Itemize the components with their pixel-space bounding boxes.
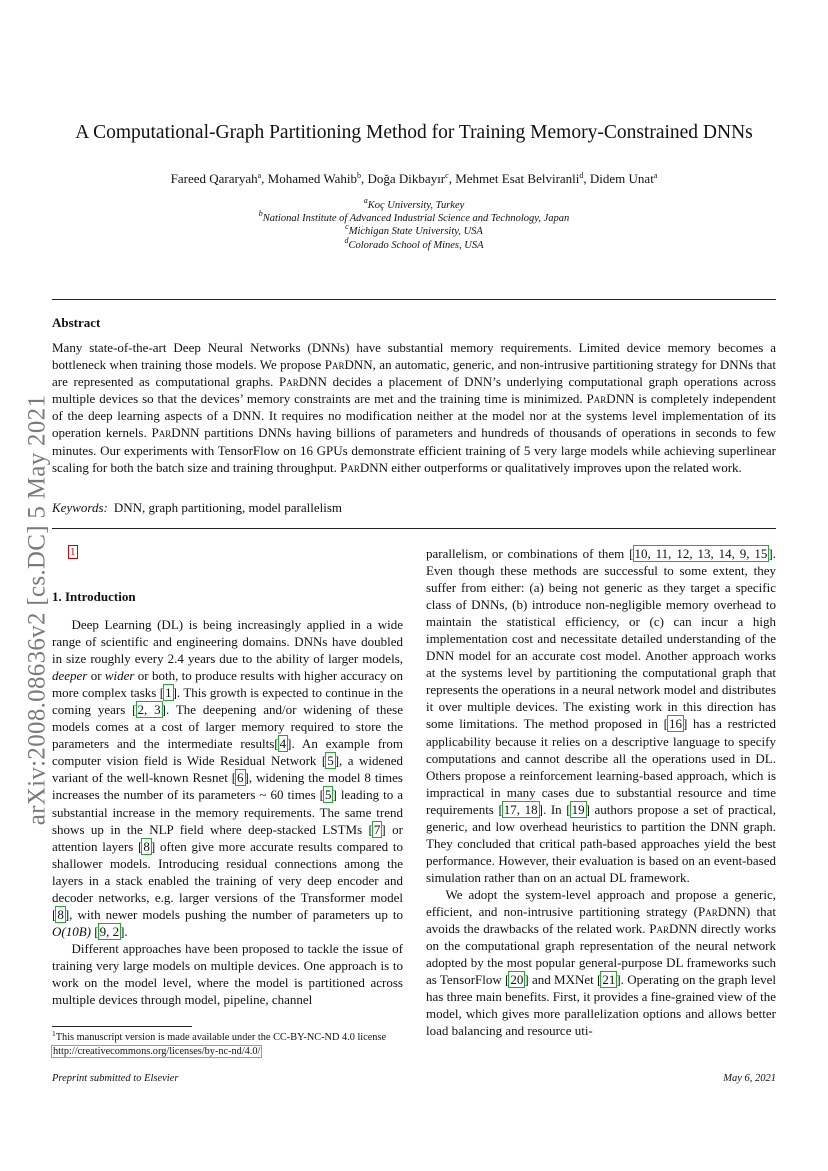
author-name: , Doğa Dikbayır xyxy=(361,171,446,186)
section-heading: 1. Introduction xyxy=(52,589,136,604)
paragraph xyxy=(52,616,403,940)
affiliation xyxy=(52,196,776,212)
affiliation xyxy=(52,222,776,238)
text: We adopt the system-level approach and propose a generic, efficient, and non-intrusive partitioning strategy ( xyxy=(426,886,776,919)
method-name: ParDNN xyxy=(324,357,373,373)
divider xyxy=(52,528,776,529)
affiliation-mark: a xyxy=(653,171,658,180)
affiliation-text: Michigan State University, USA xyxy=(348,226,483,238)
text: [ xyxy=(91,923,99,939)
paragraph xyxy=(426,545,776,886)
text: ] leading to a substantial increase in the memory requirements. The same trend shows up in the NLP field where deep-stacked LSTMs [ xyxy=(52,787,403,837)
citation-link[interactable]: 7 xyxy=(373,821,381,837)
affiliation xyxy=(52,209,776,225)
keywords-line xyxy=(52,500,342,516)
text: ], a widened variant of the well-known Resnet [ xyxy=(52,753,404,786)
text: directly works on the computational graph representation of the neural network adopted by the most popular general-purpose DL frameworks such as TensorFlow [ xyxy=(426,921,777,988)
paragraph: Different approaches have been proposed to tackle the issue of training very large models on multiple devices. One approach is to work on the model level, where the model is partitioned across multiple devices through model, pipeline, channel xyxy=(52,940,403,1008)
text: ]. xyxy=(120,923,128,939)
affiliation-mark: a xyxy=(257,171,262,180)
text: ] often give more accurate results compared to shallower models. Introducing residual connections among the layers in a stack enabled the training of very deep encoder and decoder networks, e.g. larger versions of the Transformer model [ xyxy=(52,838,404,922)
abstract-text: is completely independent of the deep learning aspects of a DNN. It requires no modification neither at the model nor at the systems level implementation of its operation kernels. xyxy=(52,391,776,441)
keywords-label: Keywords: xyxy=(52,500,108,515)
emphasis: wider xyxy=(104,668,135,684)
abstract-body xyxy=(52,339,776,476)
citation-link[interactable]: 5 xyxy=(327,753,334,769)
abstract-text: either outperforms or qualitatively improves upon the related work. xyxy=(388,459,742,475)
author-name: Fareed Qararyah xyxy=(170,171,258,186)
paper-title: A Computational-Graph Partitioning Method for Training Memory-Constrained DNNs xyxy=(75,122,753,143)
text: ]. Operating on the graph level has three main benefits. First, it provides a fine-grained view of the model, which gives more parallelization options and allows better load balancing and resource uti- xyxy=(426,972,776,1039)
method-name: ParDNN xyxy=(279,374,327,390)
citation-link[interactable]: 8 xyxy=(57,906,64,922)
math-expression: O(10B) xyxy=(52,923,91,939)
affiliation-mark: b xyxy=(357,171,362,180)
method-name: ParDNN xyxy=(697,903,746,919)
footnote-link[interactable] xyxy=(69,546,77,558)
citation-link[interactable]: 16 xyxy=(668,716,682,732)
footnote-number: 1 xyxy=(52,1029,56,1038)
method-name: ParDNN xyxy=(649,921,698,937)
citation-link[interactable]: 6 xyxy=(237,770,244,786)
arxiv-identifier xyxy=(22,350,52,870)
citation-link[interactable]: 8 xyxy=(143,838,150,854)
text: ]. In [ xyxy=(538,801,571,817)
citation-link[interactable]: 9, 2 xyxy=(99,923,120,939)
footnote xyxy=(52,1031,403,1058)
paragraph xyxy=(426,886,776,1039)
author-list xyxy=(52,171,776,187)
footnote-divider xyxy=(52,1026,192,1027)
text: ], with newer models pushing the number of parameters up to xyxy=(64,906,403,922)
footer-date: May 6, 2021 xyxy=(723,1073,776,1084)
citation-link[interactable]: 2, 3 xyxy=(137,702,161,718)
affiliation-mark: b xyxy=(258,209,263,219)
method-name: ParDNN xyxy=(586,391,635,407)
method-name: ParDNN xyxy=(340,459,389,475)
text: ]. The deepening and/or widening of these models comes at a cost of larger memory required to store the parameters and the intermediate results[ xyxy=(52,702,403,752)
author-name: , Mehmet Esat Belviranli xyxy=(448,171,580,186)
citation-link[interactable]: 17, 18 xyxy=(503,801,538,817)
abstract-text: Many state-of-the-art Deep Neural Networks (DNNs) have substantial memory requirements. Limited device memory becomes a bottleneck when training those models. We propose xyxy=(52,340,776,373)
text: ] has a restricted applicability because it relies on a descriptive language to specify computations and cannot describe all the operations used in DL. Others propose a reinforcement learning-based approach, which is impractical in many cases due to substantial resource and time requirements [ xyxy=(426,716,777,817)
author-name: , Mohamed Wahib xyxy=(261,171,358,186)
affiliation-text: Koç University, Turkey xyxy=(367,200,465,211)
right-column xyxy=(426,545,776,1039)
citation-link[interactable]: 20 xyxy=(510,972,524,988)
citation-link[interactable]: 21 xyxy=(602,972,616,988)
method-name: ParDNN xyxy=(151,425,200,441)
abstract-heading: Abstract xyxy=(52,315,101,330)
affiliation-mark: c xyxy=(345,222,349,232)
affiliation xyxy=(52,235,776,252)
affiliation-mark: c xyxy=(445,171,449,180)
affiliation-mark: d xyxy=(344,235,349,245)
abstract-text: partitions DNNs having billions of parameters and hundreds of thousands of operations in seconds to few minutes. Our experiments with TensorFlow on 16 GPUs demonstrate efficient training of 5 very large models while achieving superlinear scaling for both the batch size and training throughput. xyxy=(52,425,776,475)
text: ]. An example from computer vision field is Wide Residual Network [ xyxy=(52,736,403,769)
footnote-text: This manuscript version is made available under the CC-BY-NC-ND 4.0 license xyxy=(55,1032,387,1043)
citation-link[interactable]: 1 xyxy=(165,685,172,701)
author-name: , Didem Unat xyxy=(583,171,654,186)
left-column xyxy=(52,616,403,1008)
affiliation-mark: a xyxy=(363,196,368,205)
abstract-text: decides a placement of DNN’s underlying computational graph operations across multiple devices so that the devices’ memory constraints are met and the training time is minimized. xyxy=(52,374,776,407)
text: ] or attention layers [ xyxy=(52,821,403,854)
citation-link[interactable]: 10, 11, 12, 13, 14, 9, 15 xyxy=(634,546,768,561)
citation-link[interactable]: 4 xyxy=(279,736,287,752)
license-link[interactable]: http://creativecommons.org/licenses/by-nc-nd/4.0/ xyxy=(53,1045,261,1057)
keywords-text: DNN, graph partitioning, model parallelism xyxy=(113,500,343,515)
footnote-mark[interactable]: 1 xyxy=(70,546,76,558)
text: ] and MXNet [ xyxy=(524,972,602,988)
text: or both, to produce results with higher accuracy on more complex tasks [ xyxy=(52,668,403,701)
text: ] authors propose a set of practical, generic, and low overhead heuristics to partition the DNN graph. They concluded that critical path-based approaches yield the best performance. However, their evaluation is based on an event-based simulation rather than on an actual DL framework. xyxy=(426,801,776,885)
citation-link[interactable]: 5 xyxy=(324,787,332,803)
affiliation-mark: d xyxy=(579,171,584,180)
text: ) that avoids the drawbacks of the related work. xyxy=(426,903,776,937)
citation-link[interactable]: 19 xyxy=(571,801,585,817)
arxiv-identifier-text: arXiv:2008.08636v2 [cs.DC] 5 May 2021 xyxy=(23,394,50,826)
text: Deep Learning (DL) is being increasingly applied in a wide range of scientific and engineering domains. DNNs have doubled in size roughly every 2.4 years due to the ability of larger models, xyxy=(52,617,403,667)
emphasis: deeper xyxy=(52,668,88,684)
footer-submission-note: Preprint submitted to Elsevier xyxy=(52,1073,179,1084)
text: or xyxy=(87,668,105,684)
divider xyxy=(52,299,776,300)
affiliation-text: Colorado School of Mines, USA xyxy=(348,239,484,251)
abstract-text: , an automatic, generic, and non-intrusive partitioning strategy for DNNs that are represented as computational graphs. xyxy=(52,357,777,390)
text: ]. This growth is expected to continue in the coming years [ xyxy=(52,685,403,718)
affiliation-list xyxy=(52,196,776,252)
text: ], widening the model 8 times increases the number of its parameters ~ 60 times [ xyxy=(52,770,403,803)
text: ]. Even though these methods are successful to some extent, they suffer from either: (a) being not generic as they target a specific class of DNNs, (b) introduce non-negligible memory overhead to maintain the statistical efficiency, or (c) can incur a high implementation cost and necessitate detailed understanding of the DNN model for an accurate cost model. Another approach works at the systems level by partitioning the computational graph that represents the operations in a neural network model and distributes it over multiple devices. The existing work in this direction has some limitations. The method proposed in [ xyxy=(426,546,776,732)
affiliation-text: National Institute of Advanced Industrial Science and Technology, Japan xyxy=(262,213,570,225)
text: parallelism, or combinations of them [ xyxy=(426,546,634,561)
